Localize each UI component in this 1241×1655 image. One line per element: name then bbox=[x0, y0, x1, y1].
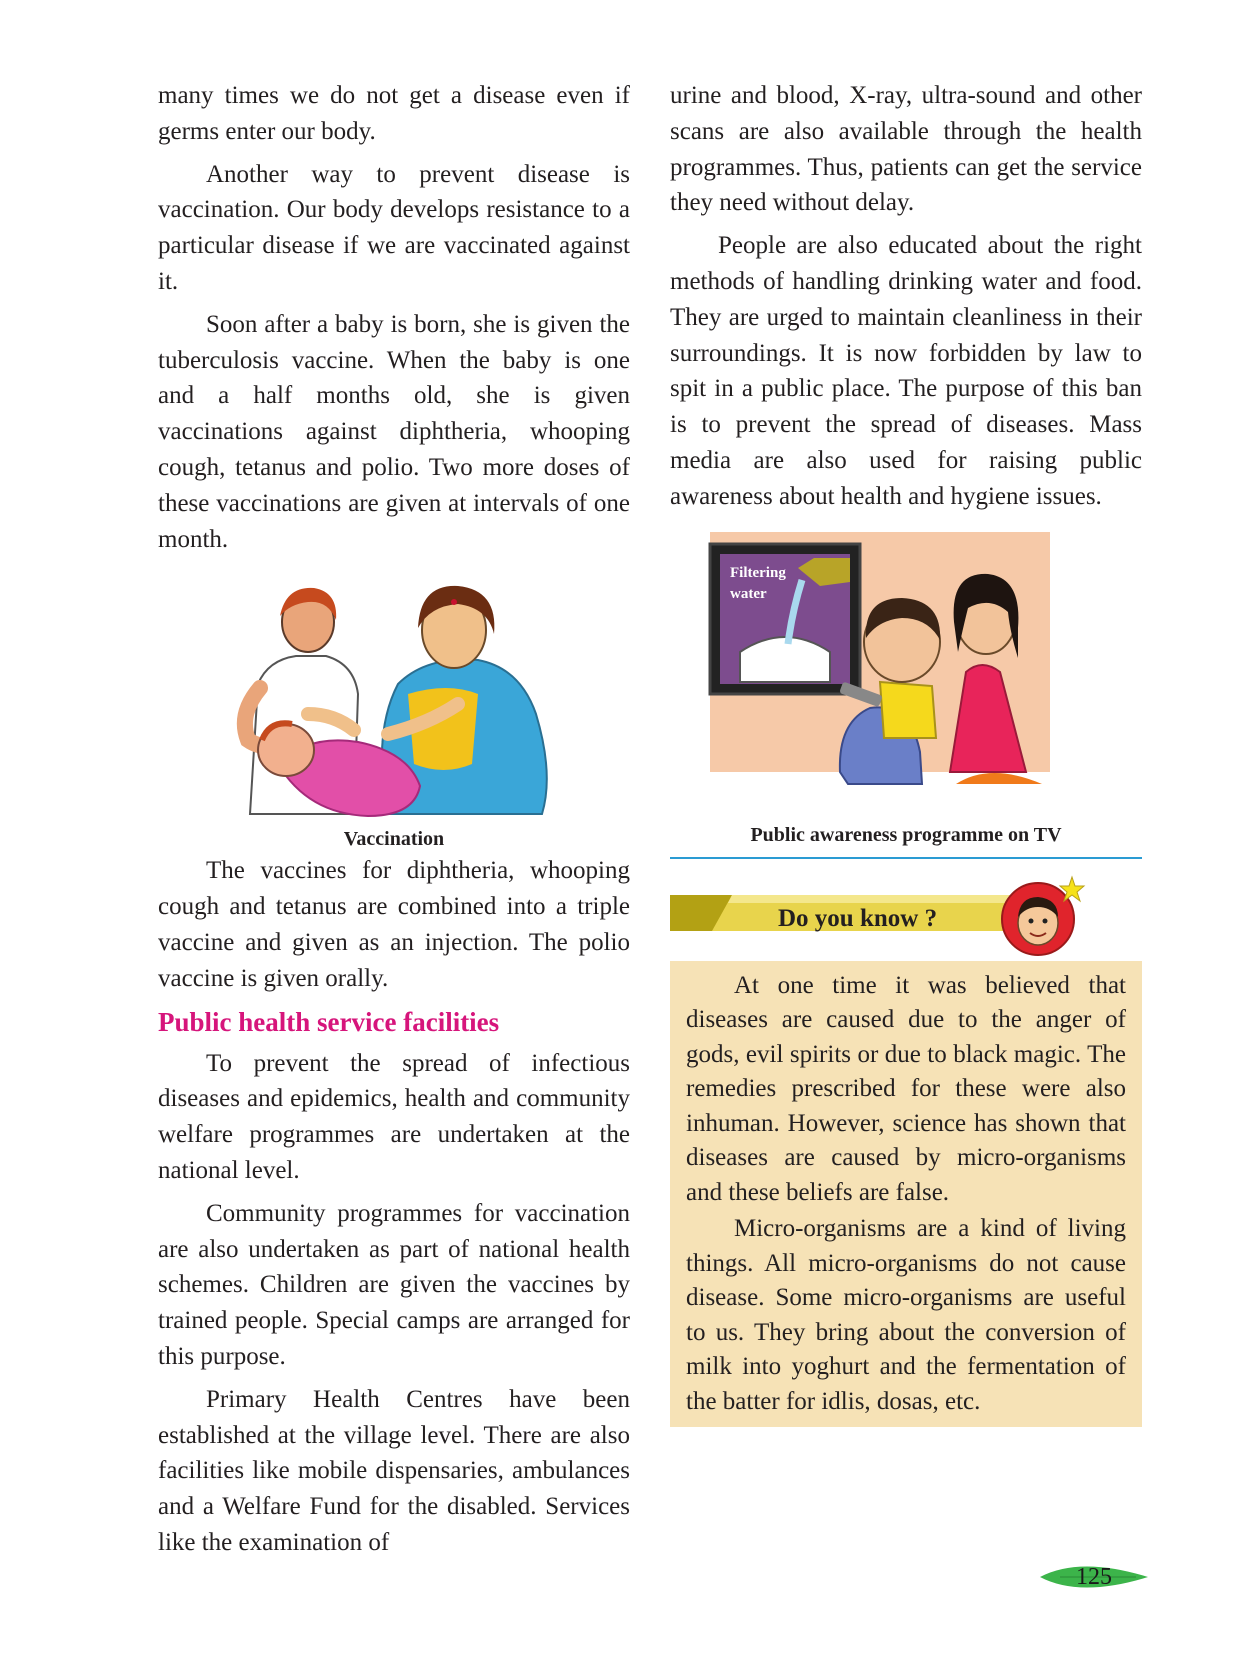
left-column bbox=[158, 78, 630, 1568]
vaccination-figure bbox=[158, 564, 630, 851]
paragraph: Community programmes for vaccination are also undertaken as part of national health schemes. Children are given the vaccines by trained people. Special camps are arranged for this purpose. bbox=[158, 1199, 630, 1370]
tv-figure bbox=[670, 522, 1142, 847]
paragraph: To prevent the spread of infectious diseases and epidemics, health and community welfare programmes are undertaken at the national level. bbox=[158, 1049, 630, 1184]
section-heading: Public health service facilities bbox=[158, 1006, 500, 1037]
paragraph: At one time it was believed that diseases are caused due to the anger of gods, evil spirits or due to black magic. The remedies prescribed for these were also inhuman. However, science has shown that diseases are caused by micro-organisms and these beliefs are false. bbox=[686, 971, 1126, 1206]
tv-screen-text: water bbox=[730, 585, 767, 602]
vaccination-illustration bbox=[158, 564, 630, 826]
paragraph: Soon after a baby is born, she is given the tuberculosis vaccine. When the baby is one and a half months old, she is given vaccinations against diphtheria, whooping cough, tetanus and polio. Two more doses of these vaccinations are given at intervals of one month. bbox=[158, 310, 630, 553]
paragraph: Primary Health Centres have been established at the village level. There are also facilities like mobile dispensaries, ambulances and a Welfare Fund for the disabled. Services like the examination of bbox=[158, 1385, 630, 1556]
paragraph: Micro-organisms are a kind of living things. All micro-organisms do not cause disease. Some micro-organisms are useful to us. They bring about the conversion of milk into yoghurt and the fermentation of the batter for idlis, dosas, etc. bbox=[686, 1215, 1126, 1415]
paragraph: People are also educated about the right methods of handling drinking water and food. They are urged to maintain cleanliness in their surroundings. It is now forbidden by law to spit in a public place. The purpose of this ban is to prevent the spread of diseases. Mass media are also used for raising public awareness about health and hygiene issues. bbox=[670, 232, 1142, 510]
did-you-know-box bbox=[670, 961, 1142, 1428]
tv-illustration bbox=[670, 522, 1142, 822]
page-number: 125 bbox=[1076, 1564, 1112, 1590]
tv-screen-text: Filtering bbox=[730, 564, 786, 581]
did-you-know-banner bbox=[670, 871, 1142, 957]
page-number-badge bbox=[1040, 1560, 1148, 1594]
figure-caption: Public awareness programme on TV bbox=[750, 823, 1062, 846]
paragraph: urine and blood, X-ray, ultra-sound and other scans are also available through the health programmes. Thus, patients can get the service they need without delay. bbox=[670, 82, 1142, 217]
did-you-know-title: Do you know ? bbox=[778, 904, 938, 932]
paragraph: The vaccines for diphtheria, whooping cough and tetanus are combined into a triple vaccine and given as an injection. The polio vaccine is given orally. bbox=[158, 857, 630, 992]
mascot-icon bbox=[992, 873, 1092, 959]
paragraph: Another way to prevent disease is vaccination. Our body develops resistance to a particular disease if we are vaccinated against it. bbox=[158, 160, 630, 295]
paragraph: many times we do not get a disease even if germs enter our body. bbox=[158, 82, 630, 145]
figure-caption: Vaccination bbox=[343, 828, 445, 851]
divider bbox=[670, 857, 1142, 859]
right-column bbox=[670, 78, 1142, 1427]
